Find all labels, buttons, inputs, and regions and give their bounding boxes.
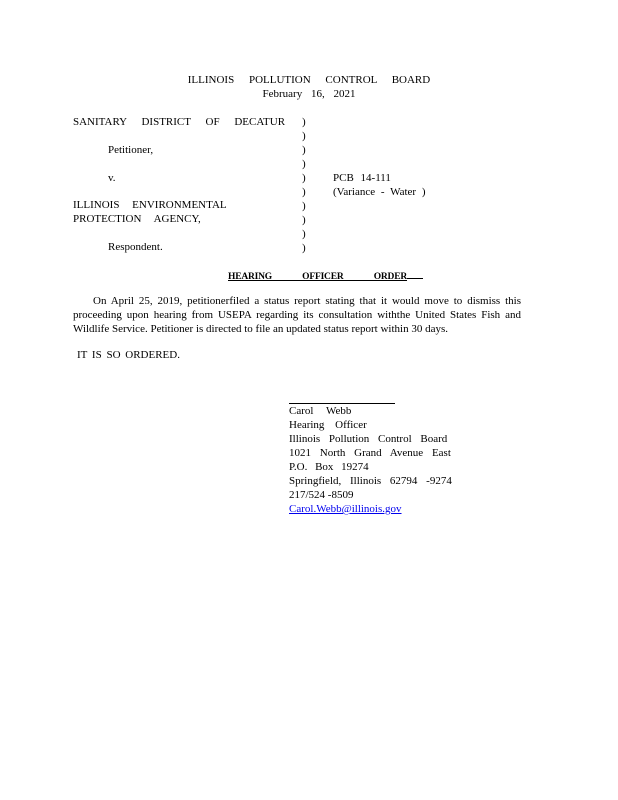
address-city: Springfield, Illinois 62794 -9274 xyxy=(289,475,452,487)
caption-paren: ) xyxy=(302,214,306,226)
address-street: 1021 North Grand Avenue East xyxy=(289,447,451,459)
signature-block xyxy=(289,404,452,516)
case-type: (Variance - Water ) xyxy=(333,186,426,198)
respondent-role: Respondent. xyxy=(108,241,163,253)
caption-paren: ) xyxy=(302,186,306,198)
signer-name: Carol Webb xyxy=(289,405,352,417)
signer-title: Hearing Officer xyxy=(289,419,367,431)
address-po-box: P.O. Box 19274 xyxy=(289,461,369,473)
versus-label: v. xyxy=(108,172,116,184)
closing-statement: IT IS SO ORDERED. xyxy=(77,349,180,361)
caption-paren: ) xyxy=(302,144,306,156)
document-date: February 16, 2021 xyxy=(262,88,356,100)
board-title: ILLINOIS POLLUTION CONTROL BOARD xyxy=(187,74,431,86)
caption-paren: ) xyxy=(302,158,306,170)
petitioner-role: Petitioner, xyxy=(108,144,154,156)
email-link[interactable]: Carol.Webb@illinois.gov xyxy=(289,503,402,515)
caption-paren: ) xyxy=(302,200,306,212)
respondent-name-line1: ILLINOIS ENVIRONMENTAL xyxy=(73,199,227,211)
signer-organization: Illinois Pollution Control Board xyxy=(289,433,448,445)
caption-paren: ) xyxy=(302,116,306,128)
caption-paren: ) xyxy=(302,130,306,142)
caption-parentheses xyxy=(302,115,306,255)
case-number: PCB 14-111 xyxy=(333,172,391,184)
petitioner-name: SANITARY DISTRICT OF DECATUR xyxy=(73,116,286,128)
order-heading-text: HEARING OFFICER ORDER xyxy=(228,272,408,282)
respondent-name-line2: PROTECTION AGENCY, xyxy=(73,213,201,225)
caption-paren: ) xyxy=(302,172,306,184)
order-heading xyxy=(228,268,423,284)
heading-underline xyxy=(407,268,423,279)
caption-paren: ) xyxy=(302,228,306,240)
phone-number: 217/524 -8509 xyxy=(289,489,354,501)
caption-paren: ) xyxy=(302,242,306,254)
order-body: On April 25, 2019, petitionerfiled a status report stating that it would move to dismiss this proceeding upon hearing from USEPA regarding its consultation withthe United States Fish and Wildlife Service. Petitioner is directed to file an updated status report within 30 days. xyxy=(73,295,521,335)
